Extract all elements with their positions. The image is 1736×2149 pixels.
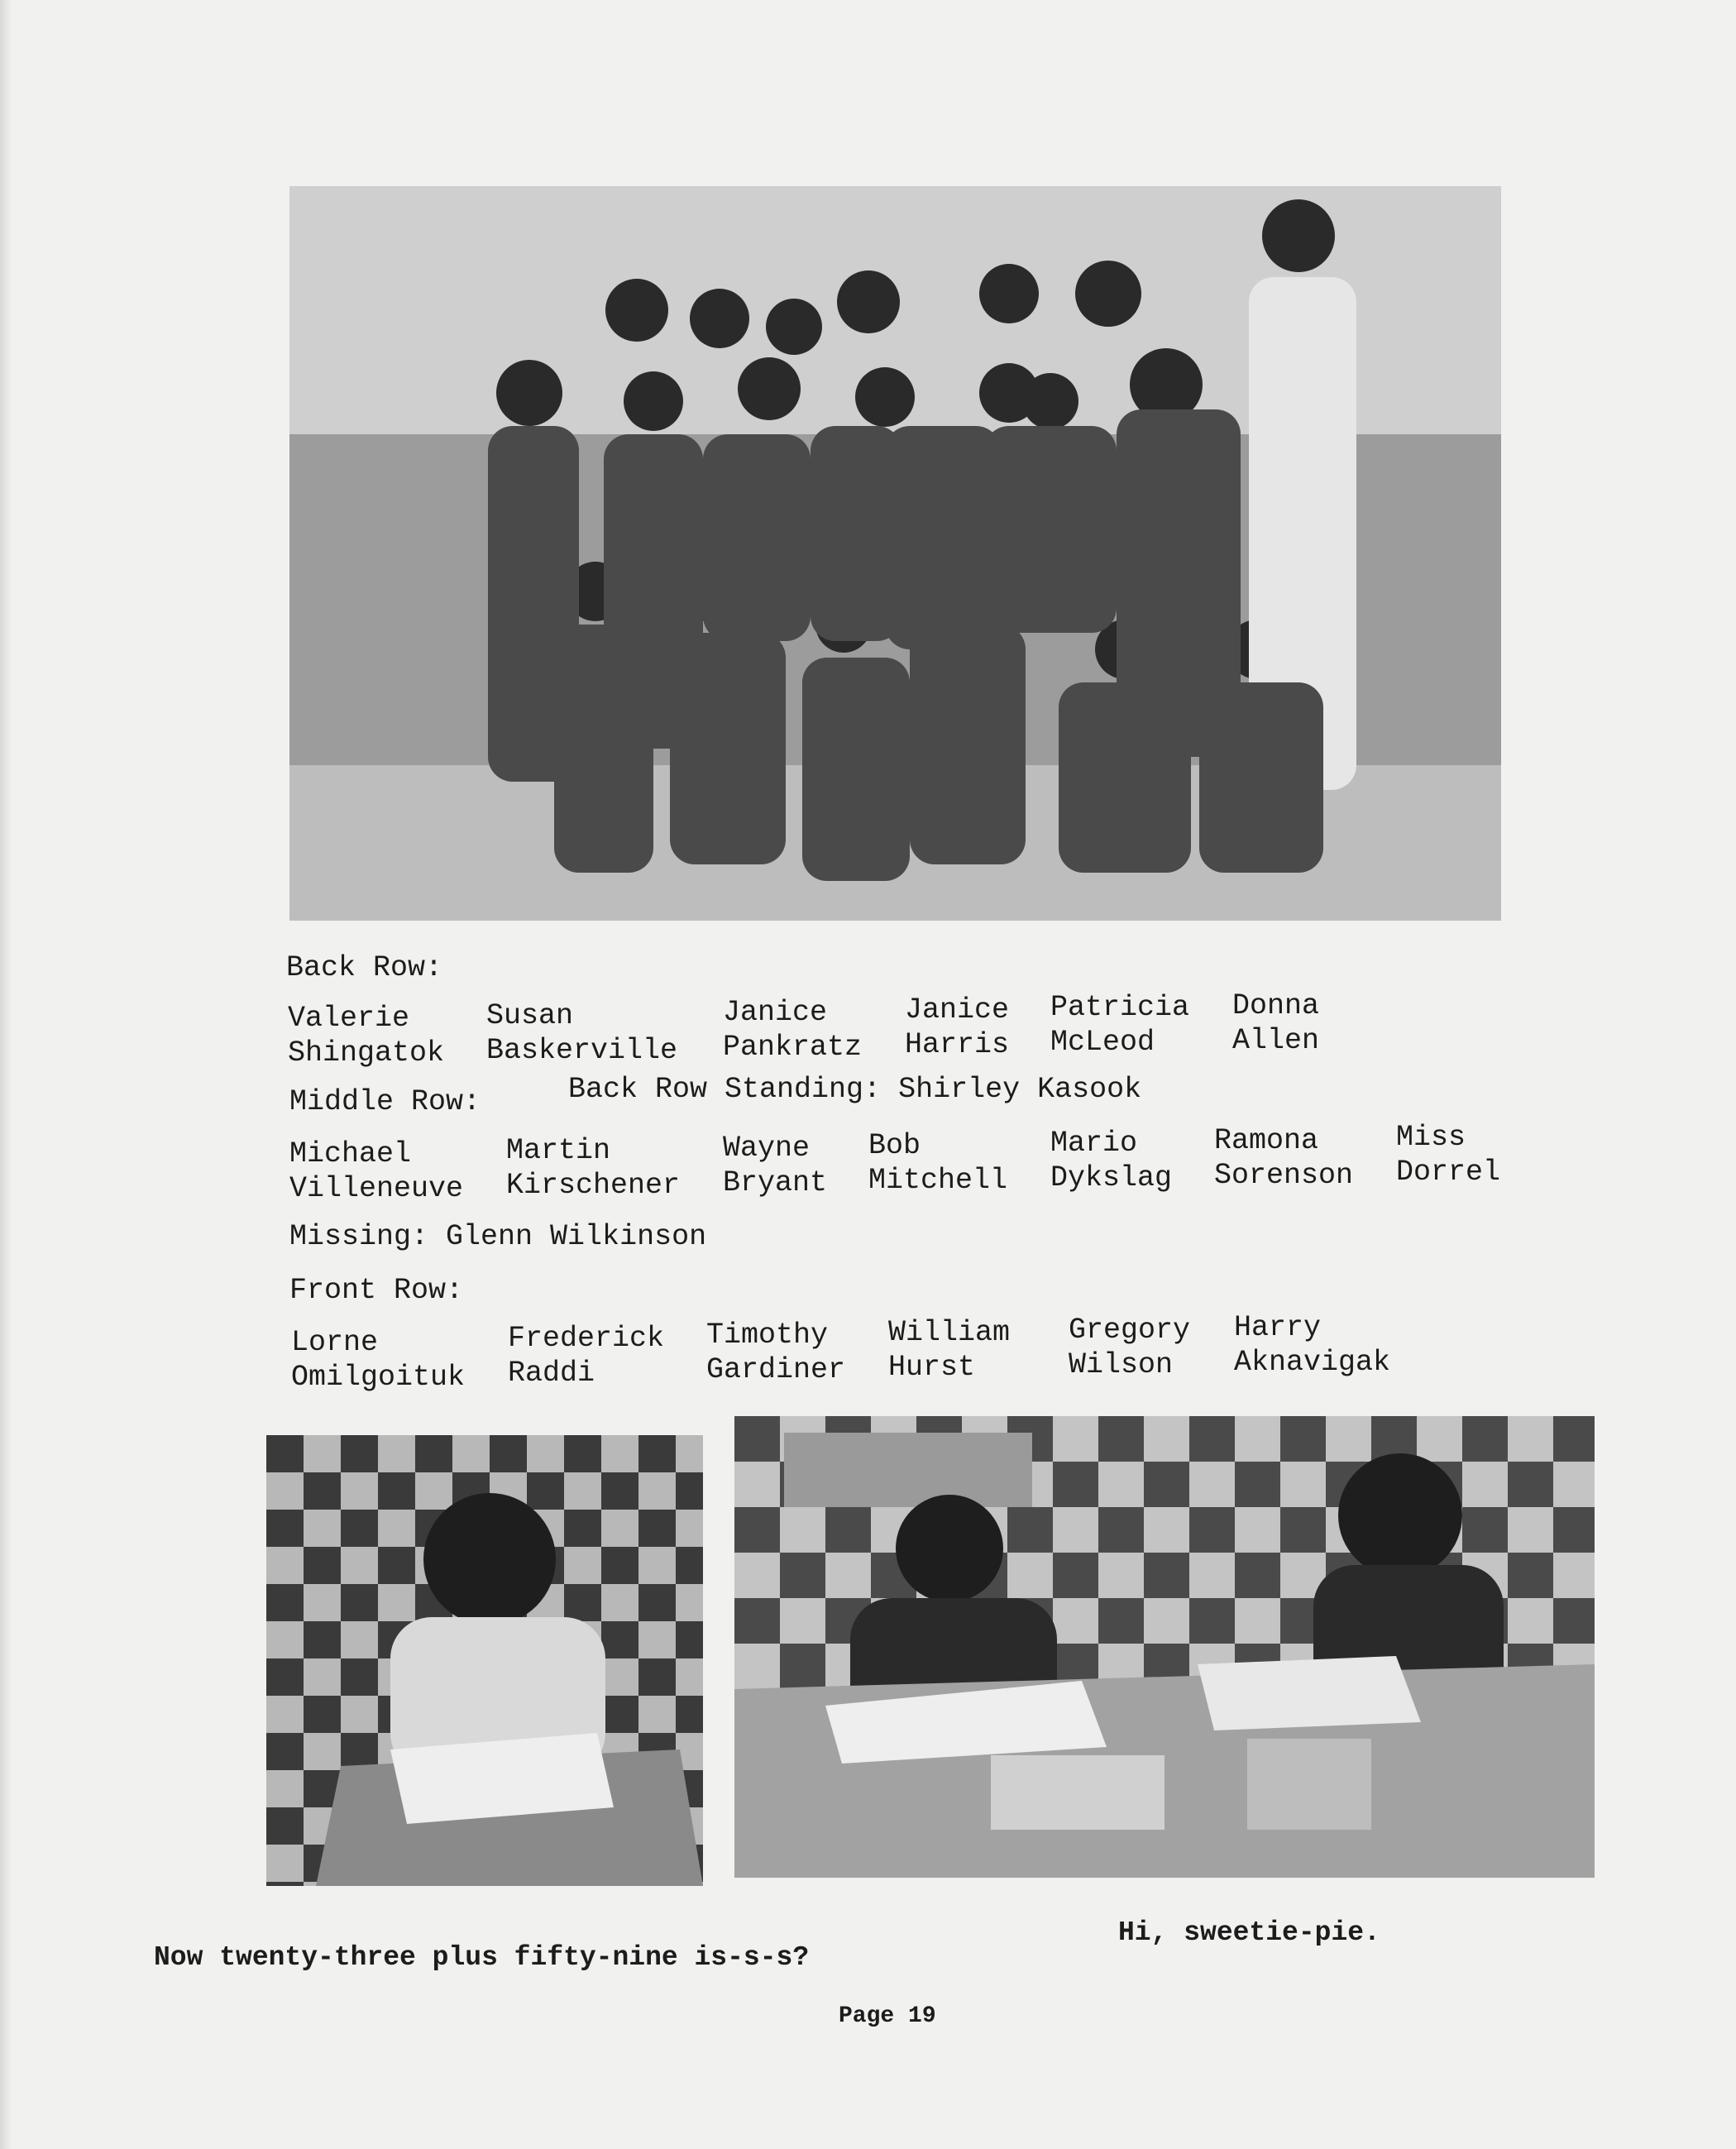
first-name: Martin bbox=[506, 1134, 611, 1167]
photo-boy-reading bbox=[266, 1435, 703, 1886]
last-name: Allen bbox=[1232, 1024, 1320, 1057]
first-name: Miss bbox=[1396, 1121, 1466, 1154]
first-name: Gregory bbox=[1069, 1314, 1191, 1347]
middle-row-name-5 bbox=[1050, 1126, 1172, 1195]
photo-two-children bbox=[734, 1416, 1595, 1878]
first-name: Wayne bbox=[723, 1132, 811, 1165]
last-name: Shingatok bbox=[288, 1036, 445, 1070]
back-row-standing: Back Row Standing: Shirley Kasook bbox=[568, 1073, 1142, 1106]
middle-row-name-1 bbox=[289, 1137, 463, 1206]
back-row-name-5 bbox=[1050, 990, 1189, 1060]
last-name: Villeneuve bbox=[289, 1172, 464, 1205]
caption-left: Now twenty-three plus fifty-nine is-s-s? bbox=[154, 1942, 810, 1973]
middle-row-name-3 bbox=[723, 1131, 827, 1200]
first-name: Susan bbox=[486, 999, 574, 1032]
front-row-name-5 bbox=[1069, 1313, 1190, 1382]
last-name: Gardiner bbox=[706, 1353, 846, 1386]
last-name: Pankratz bbox=[723, 1031, 863, 1064]
back-row-name-4 bbox=[905, 993, 1009, 1062]
last-name: Mitchell bbox=[868, 1164, 1008, 1197]
page-edge bbox=[0, 0, 12, 2149]
last-name: Harris bbox=[905, 1028, 1010, 1061]
front-row-name-1 bbox=[291, 1325, 465, 1395]
middle-row-name-7 bbox=[1396, 1120, 1500, 1189]
last-name: Kirschener bbox=[506, 1169, 681, 1202]
last-name: Dykslag bbox=[1050, 1161, 1173, 1194]
back-row-name-3 bbox=[723, 995, 862, 1065]
first-name: Ramona bbox=[1214, 1124, 1319, 1157]
first-name: Frederick bbox=[508, 1322, 665, 1355]
last-name: Hurst bbox=[888, 1351, 976, 1384]
class-photo bbox=[289, 186, 1501, 921]
class-photo-illustration bbox=[289, 186, 1501, 921]
first-name: Harry bbox=[1234, 1311, 1322, 1344]
first-name: Lorne bbox=[291, 1326, 379, 1359]
first-name: Donna bbox=[1232, 989, 1320, 1022]
page-number: Page 19 bbox=[839, 2003, 936, 2029]
caption-right: Hi, sweetie-pie. bbox=[1118, 1917, 1380, 1948]
photo-boy-reading-illustration bbox=[266, 1435, 703, 1886]
first-name: Patricia bbox=[1050, 991, 1190, 1024]
front-row-name-4 bbox=[888, 1315, 1010, 1385]
first-name: Michael bbox=[289, 1137, 412, 1170]
last-name: Dorrel bbox=[1396, 1156, 1501, 1189]
front-row-name-6 bbox=[1234, 1310, 1390, 1380]
last-name: Wilson bbox=[1069, 1348, 1174, 1381]
missing-line: Missing: Glenn Wilkinson bbox=[289, 1220, 707, 1253]
middle-row-name-6 bbox=[1214, 1123, 1353, 1193]
middle-row-name-4 bbox=[868, 1128, 1007, 1198]
photo-two-children-illustration bbox=[734, 1416, 1595, 1878]
last-name: Omilgoituk bbox=[291, 1361, 466, 1394]
first-name: Bob bbox=[868, 1129, 921, 1162]
first-name: Mario bbox=[1050, 1127, 1138, 1160]
last-name: Raddi bbox=[508, 1357, 595, 1390]
middle-row-name-2 bbox=[506, 1133, 680, 1203]
front-row-name-2 bbox=[508, 1321, 664, 1390]
last-name: Aknavigak bbox=[1234, 1346, 1391, 1379]
last-name: Baskerville bbox=[486, 1034, 678, 1067]
first-name: Timothy bbox=[706, 1319, 829, 1352]
last-name: Bryant bbox=[723, 1166, 828, 1199]
last-name: McLeod bbox=[1050, 1026, 1155, 1059]
middle-row-heading: Middle Row: bbox=[289, 1085, 481, 1118]
back-row-heading: Back Row: bbox=[286, 951, 443, 984]
first-name: Janice bbox=[905, 993, 1010, 1027]
first-name: Valerie bbox=[288, 1002, 410, 1035]
back-row-name-2 bbox=[486, 998, 677, 1068]
back-row-name-1 bbox=[288, 1001, 444, 1070]
front-row-name-3 bbox=[706, 1318, 845, 1387]
back-row-name-6 bbox=[1232, 988, 1319, 1058]
front-row-heading: Front Row: bbox=[289, 1274, 464, 1307]
last-name: Sorenson bbox=[1214, 1159, 1354, 1192]
first-name: Janice bbox=[723, 996, 828, 1029]
first-name: William bbox=[888, 1316, 1011, 1349]
